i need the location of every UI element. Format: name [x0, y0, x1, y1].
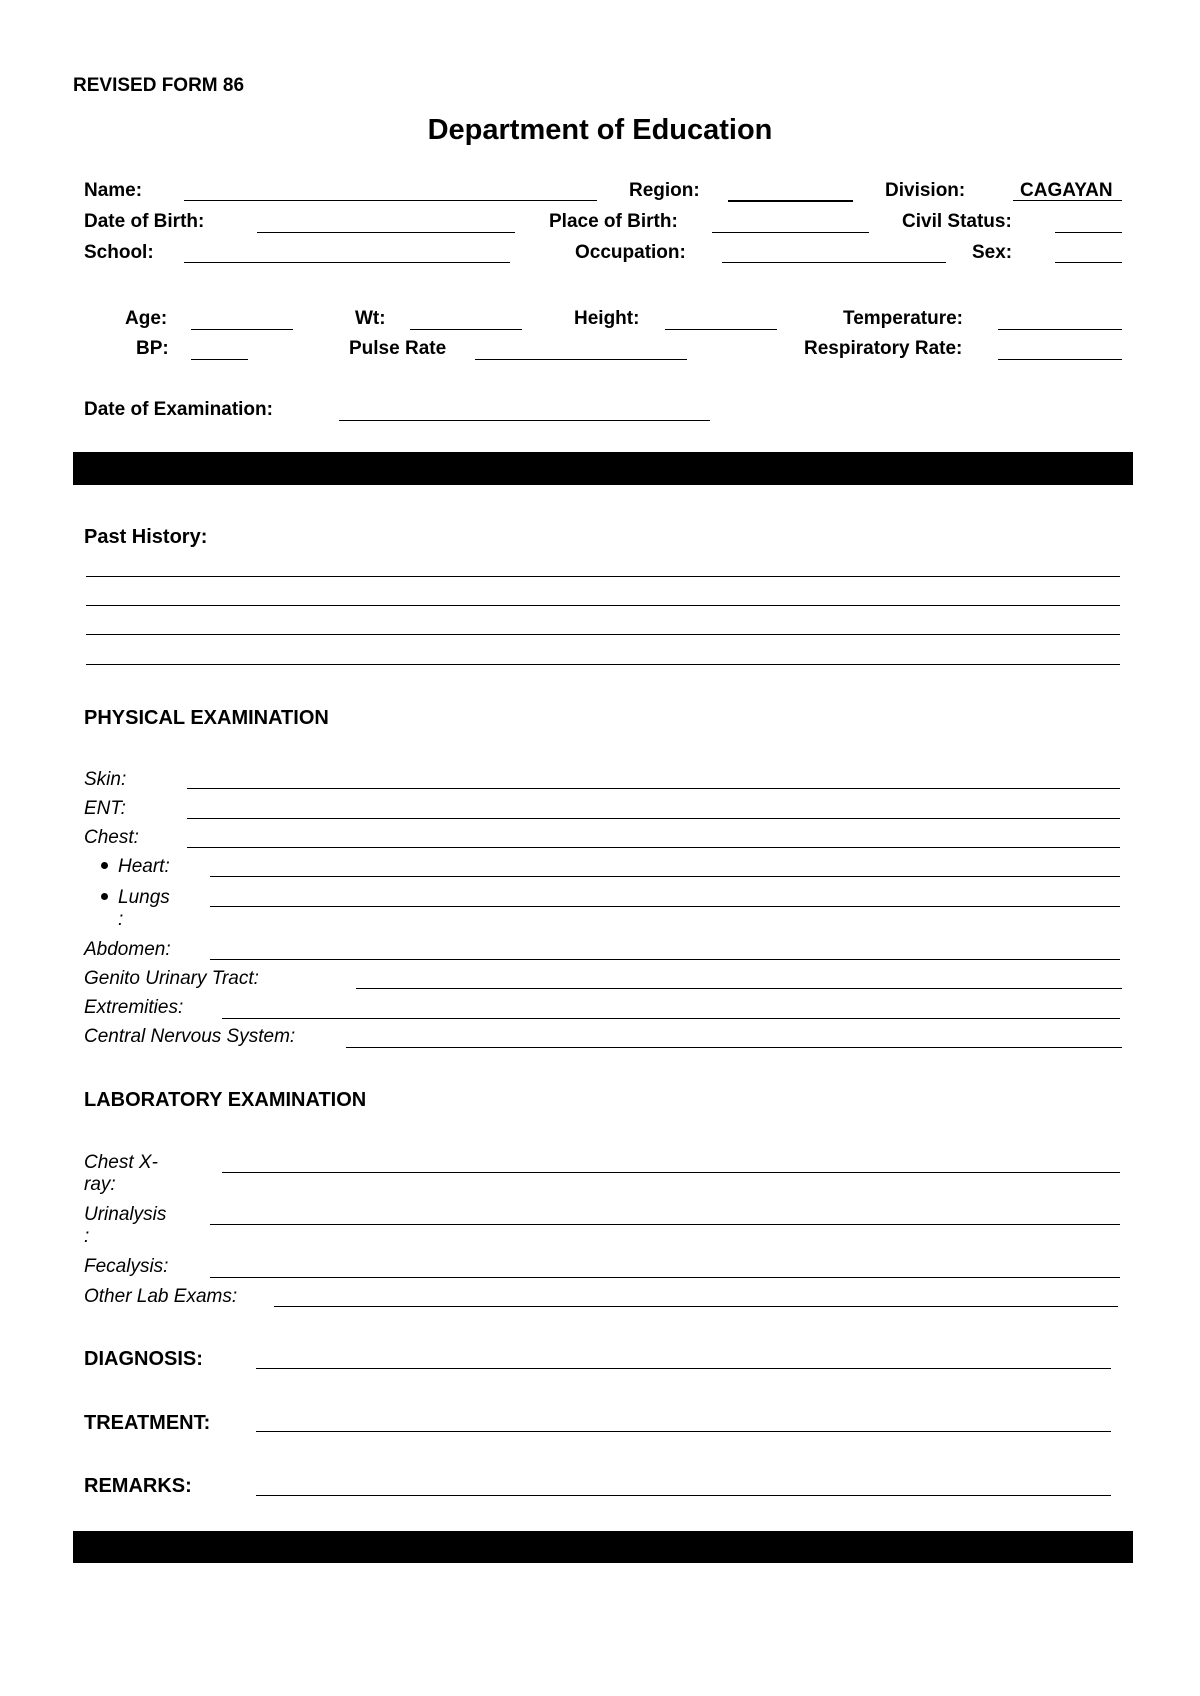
school-label: School: [84, 242, 154, 263]
bp-label: BP: [136, 338, 169, 359]
urinalysis-field[interactable] [210, 1224, 1120, 1225]
pulse-rate-field[interactable] [475, 359, 687, 360]
ent-field[interactable] [187, 818, 1120, 819]
division-value: CAGAYAN [1020, 180, 1113, 201]
temperature-label: Temperature: [843, 308, 964, 329]
extremities-label: Extremities: [84, 997, 184, 1018]
past-history-line-4[interactable] [86, 664, 1120, 665]
skin-label: Skin: [84, 769, 127, 790]
ent-label: ENT: [84, 798, 126, 819]
age-label: Age: [125, 308, 168, 329]
heart-bullet [101, 862, 108, 869]
chest-label: Chest: [84, 827, 139, 848]
civil-status-label: Civil Status: [902, 211, 1012, 232]
lungs-label: Lungs [118, 887, 170, 908]
cns-label: Central Nervous System: [84, 1026, 296, 1047]
height-label: Height: [574, 308, 640, 329]
pob-label: Place of Birth: [549, 211, 678, 232]
past-history-line-2[interactable] [86, 605, 1120, 606]
exam-date-field[interactable] [339, 420, 710, 421]
pulse-rate-label: Pulse Rate [349, 338, 447, 359]
division-label: Division: [885, 180, 966, 201]
divider-bar-top [73, 452, 1133, 485]
diagnosis-field[interactable] [256, 1368, 1111, 1369]
lungs-colon: : [118, 909, 124, 930]
name-label: Name: [84, 180, 143, 201]
physical-exam-heading: PHYSICAL EXAMINATION [84, 707, 329, 729]
civil-status-field[interactable] [1055, 232, 1122, 233]
dob-label: Date of Birth: [84, 211, 205, 232]
genito-urinary-field[interactable] [356, 988, 1122, 989]
occupation-field[interactable] [722, 262, 946, 263]
pob-field[interactable] [712, 232, 869, 233]
region-label: Region: [629, 180, 700, 201]
past-history-line-1[interactable] [86, 576, 1120, 577]
school-field[interactable] [184, 262, 510, 263]
skin-field[interactable] [187, 788, 1120, 789]
xray-label: Chest X- [84, 1152, 158, 1173]
treatment-label: TREATMENT: [84, 1412, 211, 1434]
lab-exam-heading: LABORATORY EXAMINATION [84, 1089, 367, 1111]
form-id: REVISED FORM 86 [73, 75, 245, 96]
cns-field[interactable] [346, 1047, 1122, 1048]
xray-label-cont: ray: [84, 1174, 116, 1195]
respiratory-rate-label: Respiratory Rate: [804, 338, 963, 359]
other-lab-label: Other Lab Exams: [84, 1286, 238, 1307]
fecalysis-field[interactable] [210, 1277, 1120, 1278]
wt-field[interactable] [410, 329, 522, 330]
sex-label: Sex: [972, 242, 1013, 263]
region-field[interactable] [728, 200, 853, 202]
chest-field[interactable] [187, 847, 1120, 848]
division-field[interactable] [1013, 200, 1122, 201]
genito-urinary-label: Genito Urinary Tract: [84, 968, 259, 989]
other-lab-field[interactable] [274, 1306, 1118, 1307]
occupation-label: Occupation: [575, 242, 686, 263]
divider-bar-bottom [73, 1531, 1133, 1563]
height-field[interactable] [665, 329, 777, 330]
remarks-field[interactable] [256, 1495, 1111, 1496]
name-field[interactable] [184, 200, 597, 201]
exam-date-label: Date of Examination: [84, 399, 273, 420]
fecalysis-label: Fecalysis: [84, 1256, 169, 1277]
dob-field[interactable] [257, 232, 515, 233]
page-title: Department of Education [427, 114, 773, 146]
abdomen-label: Abdomen: [84, 939, 171, 960]
urinalysis-label: Urinalysis [84, 1204, 167, 1225]
urinalysis-colon: : [84, 1226, 90, 1247]
heart-label: Heart: [118, 856, 170, 877]
heart-field[interactable] [210, 876, 1120, 877]
temperature-field[interactable] [998, 329, 1122, 330]
bp-field[interactable] [191, 359, 248, 360]
abdomen-field[interactable] [210, 959, 1120, 960]
xray-field[interactable] [222, 1172, 1120, 1173]
extremities-field[interactable] [222, 1018, 1120, 1019]
sex-field[interactable] [1055, 262, 1122, 263]
past-history-label: Past History: [84, 526, 208, 548]
age-field[interactable] [191, 329, 293, 330]
past-history-line-3[interactable] [86, 634, 1120, 635]
treatment-field[interactable] [256, 1431, 1111, 1432]
lungs-field[interactable] [210, 906, 1120, 907]
wt-label: Wt: [355, 308, 386, 329]
lungs-bullet [101, 893, 108, 900]
respiratory-rate-field[interactable] [998, 359, 1122, 360]
remarks-label: REMARKS: [84, 1475, 192, 1497]
diagnosis-label: DIAGNOSIS: [84, 1348, 203, 1370]
